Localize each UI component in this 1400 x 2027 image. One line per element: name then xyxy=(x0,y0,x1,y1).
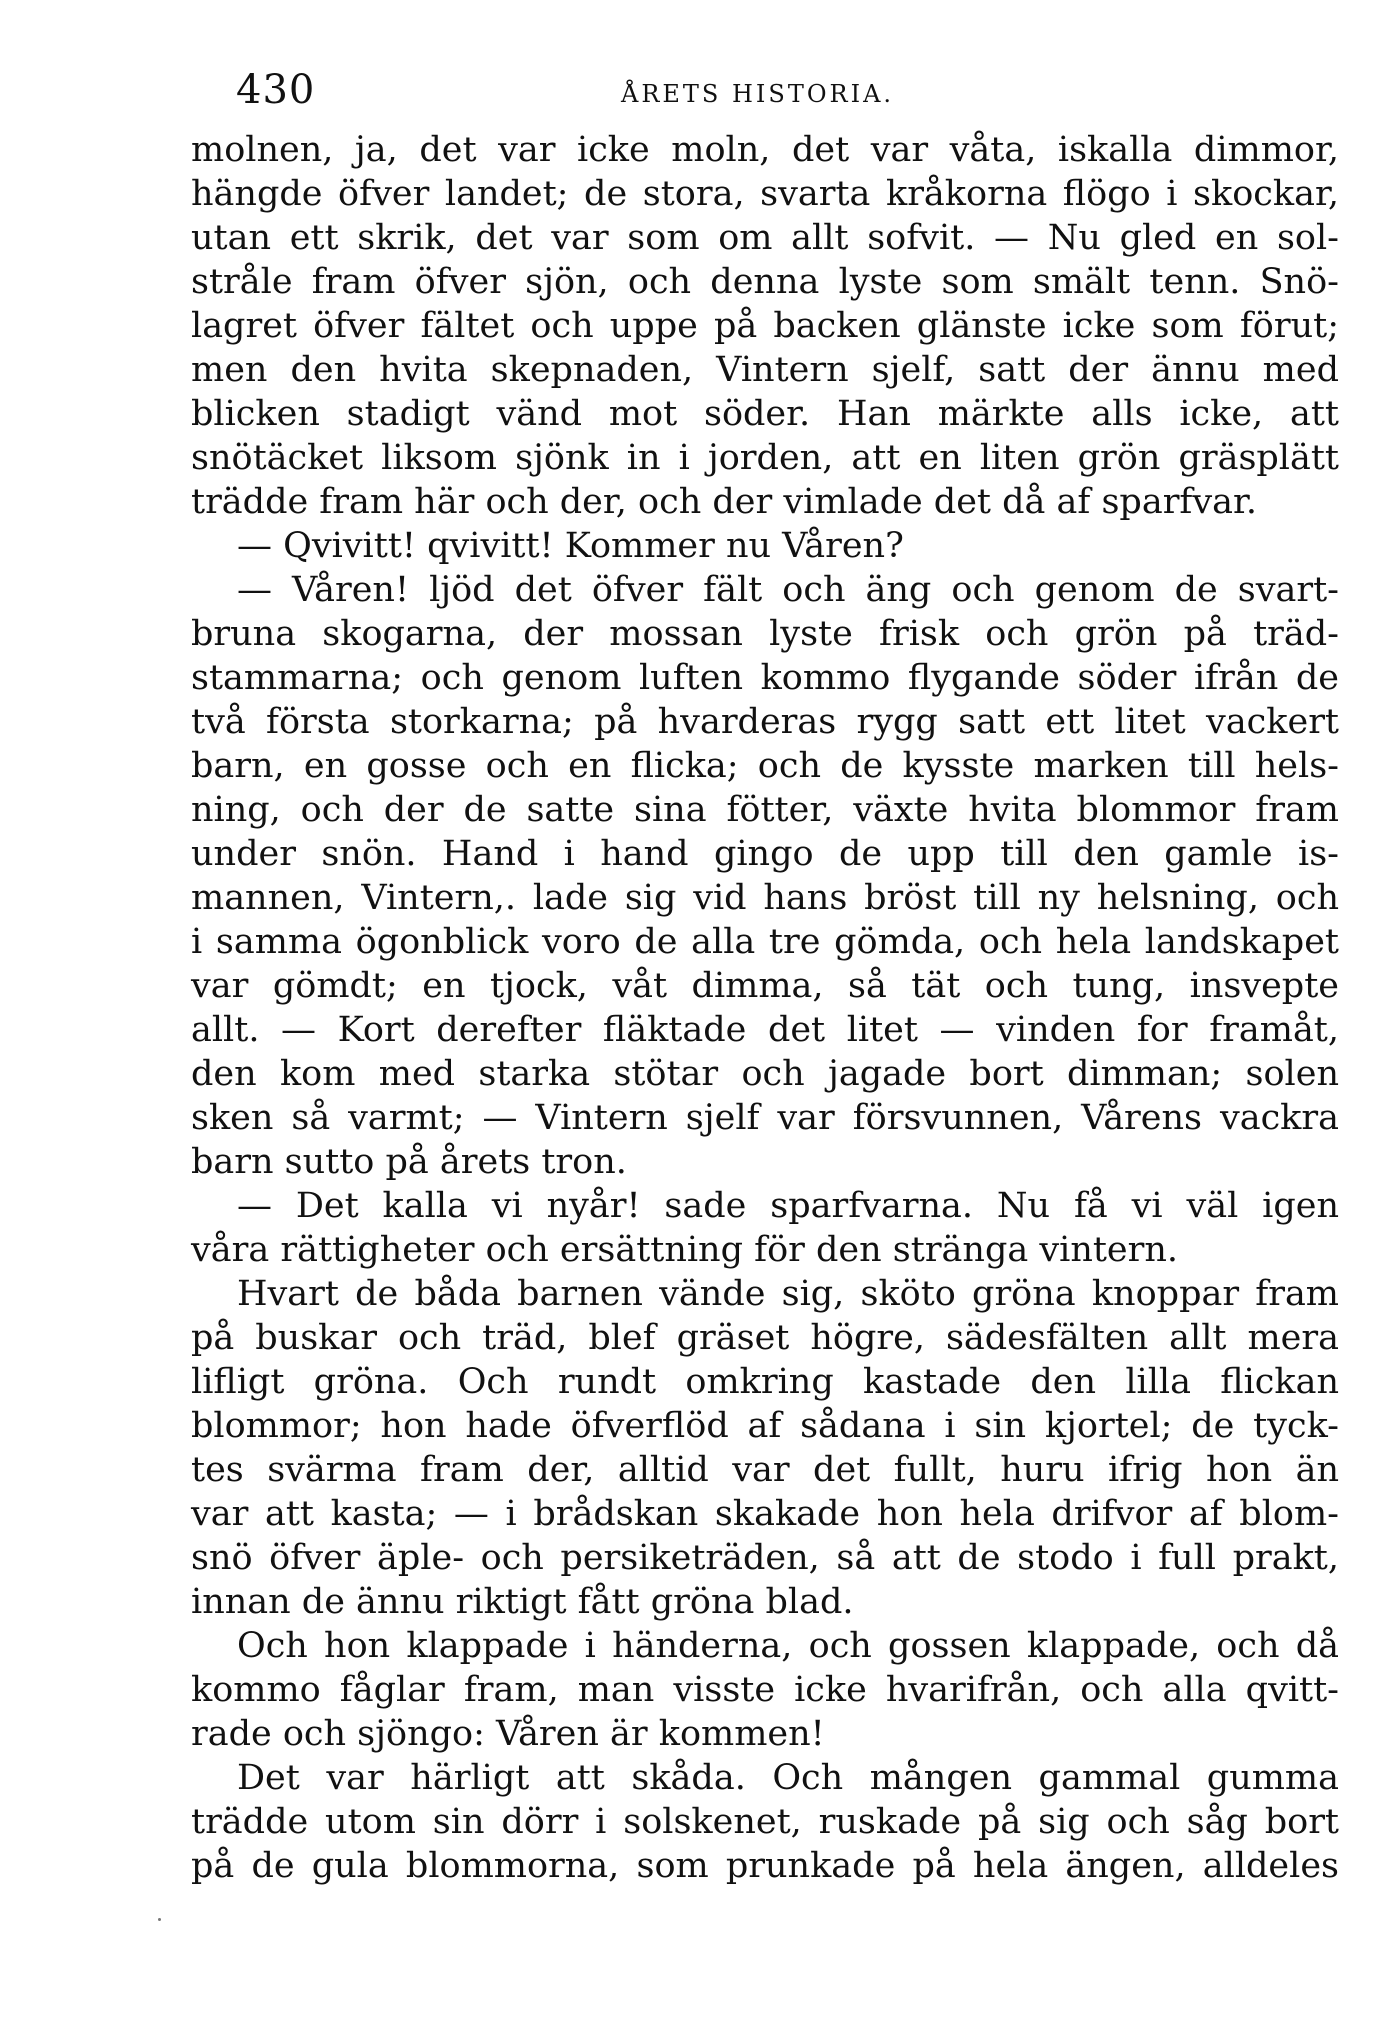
page-number: 430 xyxy=(236,67,316,113)
text-line: snötäcket liksom sjönk in i jorden, att en liten grön gräsplätt xyxy=(191,438,1339,478)
text-line: stråle fram öfver sjön, och denna lyste som smält tenn. Snö- xyxy=(191,262,1339,302)
text-line: molnen, ja, det var icke moln, det var våta, iskalla dimmor, xyxy=(191,130,1339,170)
text-line: blicken stadigt vänd mot söder. Han märkte alls icke, att xyxy=(191,394,1339,434)
text-line: trädde fram här och der, och der vimlade det då af sparfvar. xyxy=(191,482,1258,522)
text-line: — Våren! ljöd det öfver fält och äng och genom de svart- xyxy=(237,570,1339,610)
text-line: Hvart de båda barnen vände sig, sköto gröna knoppar fram xyxy=(237,1274,1339,1314)
text-line: blommor; hon hade öfverflöd af sådana i sin kjortel; de tyck- xyxy=(191,1406,1339,1446)
text-line: var att kasta; — i brådskan skakade hon hela drifvor af blom- xyxy=(191,1494,1339,1534)
text-line: Och hon klappade i händerna, och gossen klappade, och då xyxy=(237,1626,1339,1666)
text-line: innan de ännu riktigt fått gröna blad. xyxy=(191,1582,854,1622)
text-line: den kom med starka stötar och jagade bort dimman; solen xyxy=(191,1054,1339,1094)
text-line: var gömdt; en tjock, våt dimma, så tät och tung, insvepte xyxy=(191,966,1339,1006)
running-title: ÅRETS HISTORIA. xyxy=(621,80,895,108)
text-line: under snön. Hand i hand gingo de upp till den gamle is- xyxy=(191,834,1339,874)
text-line: sken så varmt; — Vintern sjelf var försvunnen, Vårens vackra xyxy=(191,1098,1339,1138)
text-line: mannen, Vintern,. lade sig vid hans bröst till ny helsning, och xyxy=(191,878,1339,918)
text-line: på de gula blommorna, som prunkade på hela ängen, alldeles xyxy=(191,1846,1339,1886)
text-line: trädde utom sin dörr i solskenet, ruskade på sig och såg bort xyxy=(191,1802,1339,1842)
text-line: i samma ögonblick voro de alla tre gömda, och hela landskapet xyxy=(191,922,1339,962)
text-line: men den hvita skepnaden, Vintern sjelf, satt der ännu med xyxy=(191,350,1339,390)
text-line: två första storkarna; på hvarderas rygg satt ett litet vackert xyxy=(191,702,1339,742)
text-line: — Det kalla vi nyår! sade sparfvarna. Nu få vi väl igen xyxy=(237,1186,1339,1226)
text-line: tes svärma fram der, alltid var det fullt, huru ifrig hon än xyxy=(191,1450,1339,1490)
text-line: snö öfver äple- och persiketräden, så att de stodo i full prakt, xyxy=(191,1538,1339,1578)
body-text xyxy=(191,128,1339,1888)
text-line: rade och sjöngo: Våren är kommen! xyxy=(191,1714,825,1754)
text-line: lifligt gröna. Och rundt omkring kastade den lilla flickan xyxy=(191,1362,1339,1402)
text-line: bruna skogarna, der mossan lyste frisk och grön på träd- xyxy=(191,614,1339,654)
text-line: Det var härligt att skåda. Och mången gammal gumma xyxy=(237,1758,1339,1798)
text-line: hängde öfver landet; de stora, svarta kråkorna flögo i skockar, xyxy=(191,174,1339,214)
running-head xyxy=(236,66,1336,114)
text-line: allt. — Kort derefter fläktade det litet — vinden for framåt, xyxy=(191,1010,1339,1050)
text-line: våra rättigheter och ersättning för den stränga vintern. xyxy=(191,1230,1179,1270)
text-line: stammarna; och genom luften kommo flygande söder ifrån de xyxy=(191,658,1339,698)
text-line: ning, och der de satte sina fötter, växte hvita blommor fram xyxy=(191,790,1339,830)
text-line: lagret öfver fältet och uppe på backen glänste icke som förut; xyxy=(191,306,1339,346)
text-line: barn sutto på årets tron. xyxy=(191,1142,627,1182)
text-line: utan ett skrik, det var som om allt sofvit. — Nu gled en sol- xyxy=(191,218,1339,258)
paper-speck xyxy=(158,1918,161,1921)
text-line: — Qvivitt! qvivitt! Kommer nu Våren? xyxy=(237,526,904,566)
text-line: barn, en gosse och en flicka; och de kysste marken till hels- xyxy=(191,746,1339,786)
text-line: kommo fåglar fram, man visste icke hvarifrån, och alla qvitt- xyxy=(191,1670,1339,1710)
text-line: på buskar och träd, blef gräset högre, sädesfälten allt mera xyxy=(191,1318,1339,1358)
